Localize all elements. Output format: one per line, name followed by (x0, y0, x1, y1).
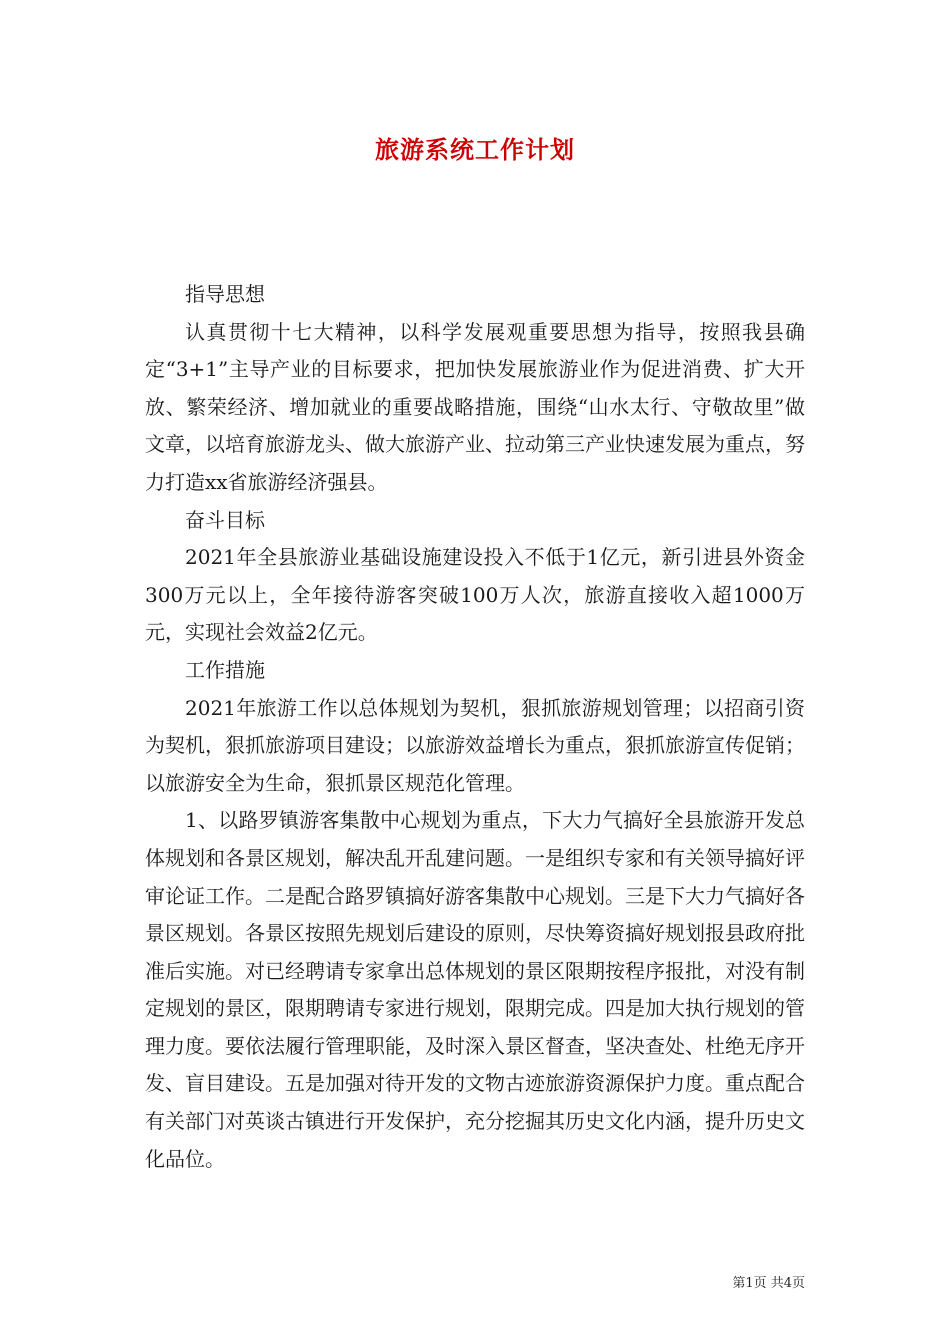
document-body (145, 276, 805, 1178)
document-title: 旅游系统工作计划 (375, 135, 575, 164)
heading-measures: 工作措施 (185, 657, 265, 682)
page-number: 第1页 共4页 (732, 1276, 805, 1291)
heading-goals: 奋斗目标 (185, 507, 265, 532)
paragraph-goals: 2021年全县旅游业基础设施建设投入不低于1亿元，新引进县外资金300万元以上，全年接待游客突破100万人次，旅游直接收入超1000万元，实现社会效益2亿元。 (145, 545, 805, 645)
paragraph-guiding-ideology: 认真贯彻十七大精神，以科学发展观重要思想为指导，按照我县确定“3+1”主导产业的目标要求，把加快发展旅游业作为促进消费、扩大开放、繁荣经济、增加就业的重要战略措施，围绕“山水太行、守敬故里”做文章，以培育旅游龙头、做大旅游产业、拉动第三产业快速发展为重点，努力打造xx省旅游经济强县。 (145, 319, 805, 494)
heading-guiding-ideology: 指导思想 (185, 282, 265, 306)
paragraph-measure-1: 1、以路罗镇游客集散中心规划为重点，下大力气搞好全县旅游开发总体规划和各景区规划，解决乱开乱建问题。一是组织专家和有关领导搞好评审论证工作。二是配合路罗镇搞好游客集散中心规划。三是下大力气搞好各景区规划。各景区按照先规划后建设的原则，尽快筹资搞好规划报县政府批准后实施。对已经聘请专家拿出总体规划的景区限期按程序报批，对没有制定规划的景区，限期聘请专家进行规划，限期完成。四是加大执行规划的管理力度。要依法履行管理职能，及时深入景区督查，坚决查处、杜绝无序开发、盲目建设。五是加强对待开发的文物古迹旅游资源保护力度。重点配合有关部门对英谈古镇进行开发保护，充分挖掘其历史文化内涵，提升历史文化品位。 (145, 808, 805, 1171)
paragraph-measures-intro: 2021年旅游工作以总体规划为契机，狠抓旅游规划管理；以招商引资为契机，狠抓旅游项目建设；以旅游效益增长为重点，狠抓旅游宣传促销；以旅游安全为生命，狠抓景区规范化管理。 (145, 695, 805, 795)
